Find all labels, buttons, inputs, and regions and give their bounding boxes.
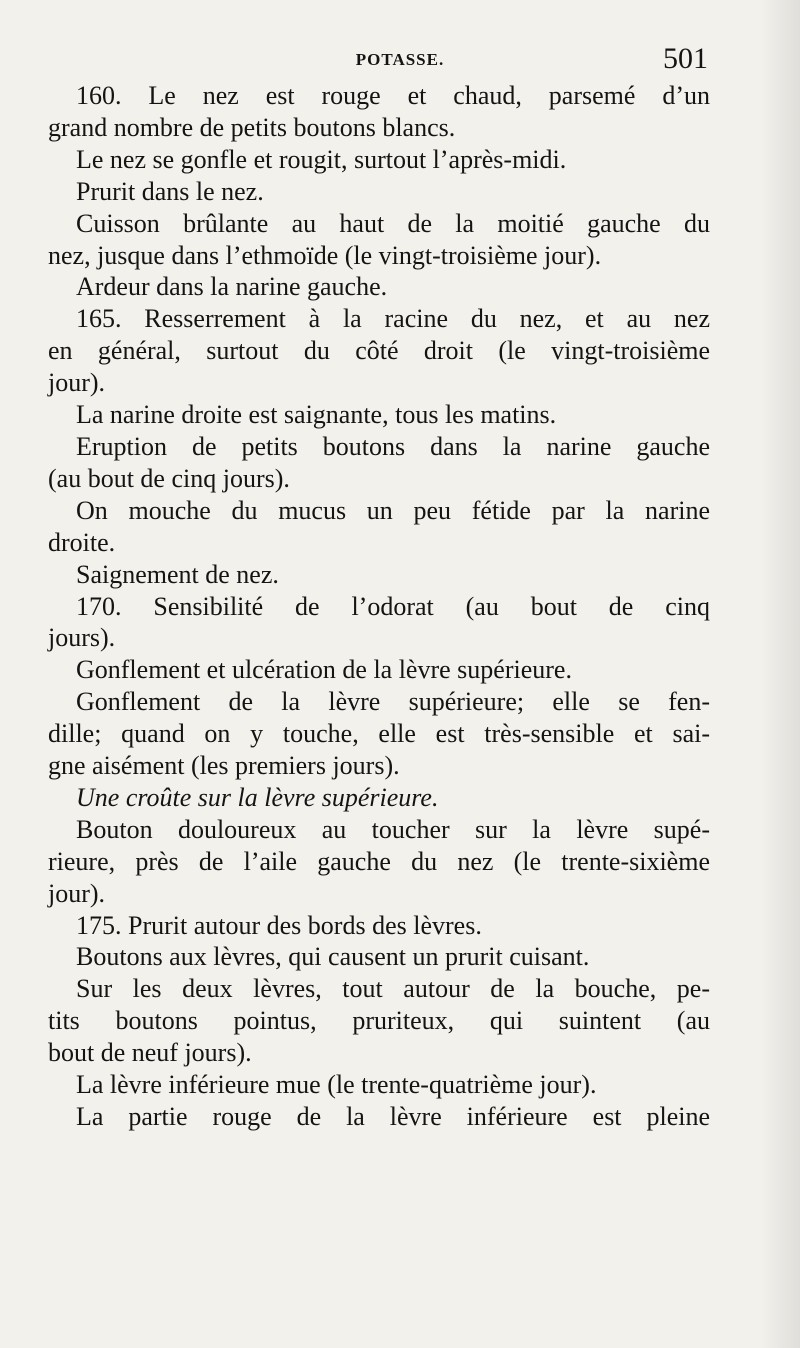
text-line: rieure, près de l’aile gauche du nez (le trente-sixième [48,846,710,876]
text-line: Ardeur dans la narine gauche. [76,272,388,302]
text-line: jours). [48,623,116,653]
text-line: La lèvre inférieure mue (le trente-quatrième jour). [76,1070,597,1100]
text-line: jour). [48,878,106,908]
text-line: La narine droite est saignante, tous les matins. [76,400,557,430]
text-line: jour). [48,368,106,398]
text-line: Sur les deux lèvres, tout autour de la bouche, pe- [76,974,710,1004]
text-line: (au bout de cinq jours). [48,463,290,493]
text-line: La partie rouge de la lèvre inférieure est pleine [76,1102,710,1131]
text-line: Bouton douloureux au toucher sur la lèvre supé- [76,814,710,844]
text-line: Gonflement de la lèvre supérieure; elle se fen- [76,687,710,717]
text-line: Prurit dans le nez. [76,176,264,206]
text-line: Gonflement et ulcération de la lèvre supérieure. [76,655,572,685]
running-head [0,44,800,84]
text-line: On mouche du mucus un peu fétide par la narine [76,495,710,525]
text-line: Saignement de nez. [76,559,279,589]
text-line: tits boutons pointus, pruriteux, qui suintent (au [48,1006,710,1036]
text-line: Eruption de petits boutons dans la narine gauche [76,431,710,461]
text-line: bout de neuf jours). [48,1038,252,1068]
body-text [48,80,710,1133]
text-line: Boutons aux lèvres, qui causent un prurit cuisant. [76,942,590,972]
text-line: 170. Sensibilité de l’odorat (au bout de cinq [76,591,710,621]
text-line: 160. Le nez est rouge et chaud, parsemé d’un [76,81,710,110]
text-line: 165. Resserrement à la racine du nez, et au nez [76,304,710,334]
text-line: Le nez se gonfle et rougit, surtout l’après-midi. [76,144,567,174]
text-line: droite. [48,527,116,557]
text-line: Cuisson brûlante au haut de la moitié gauche du [76,208,710,238]
running-title: POTASSE. [355,50,445,69]
text-line: nez, jusque dans l’ethmoïde (le vingt-troisième jour). [48,240,602,270]
text-line: gne aisément (les premiers jours). [48,751,400,781]
text-line: en général, surtout du côté droit (le vingt-troisième [48,336,710,366]
text-line: Une croûte sur la lèvre supérieure. [76,782,439,812]
page-number: 501 [663,42,708,75]
text-line: dille; quand on y touche, elle est très-sensible et sai- [48,719,710,749]
text-line: 175. Prurit autour des bords des lèvres. [76,910,482,940]
text-line: grand nombre de petits boutons blancs. [48,112,456,142]
